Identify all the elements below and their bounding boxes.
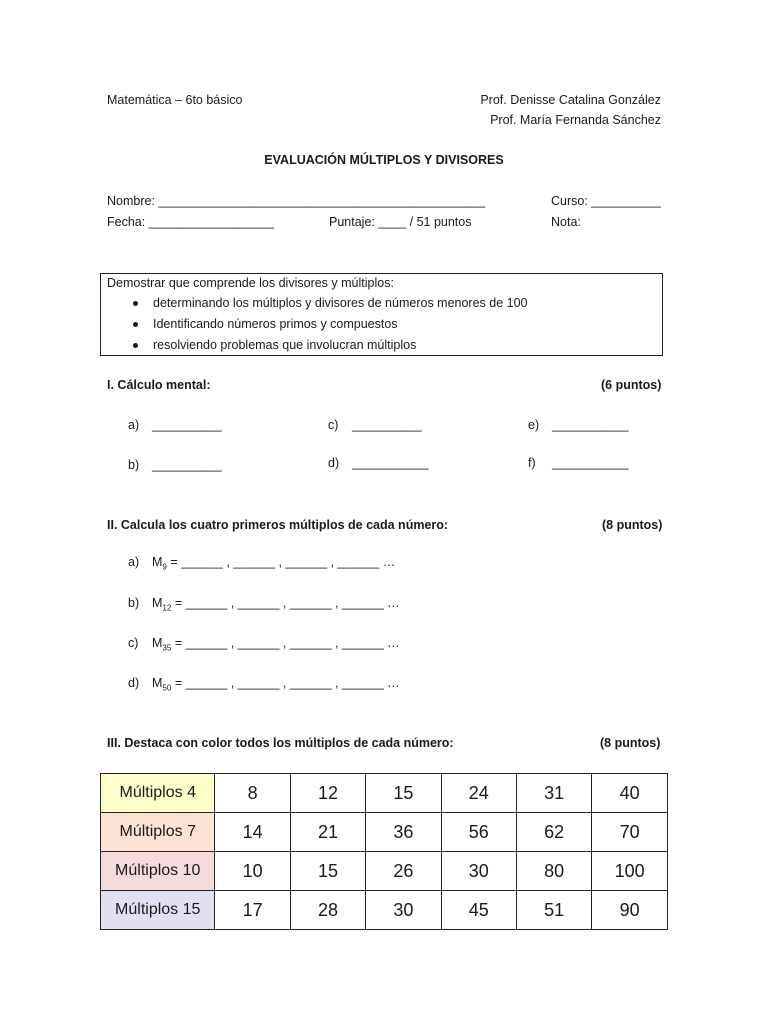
mental-item-c[interactable]: c) __________ — [328, 418, 422, 432]
table-cell[interactable]: 30 — [366, 891, 441, 930]
section1-title: I. Cálculo mental: — [107, 378, 211, 392]
objectives-intro: Demostrar que comprende los divisores y múltiplos: — [107, 276, 394, 290]
grade-field[interactable]: Nota: — [551, 215, 581, 229]
table-cell[interactable]: 24 — [441, 774, 516, 813]
multiples-row-d[interactable]: d) $M_{50}$ = ______ , ______ , ______ , ______ … — [128, 676, 400, 693]
objective-item: resolviendo problemas que involucran múltiplos — [153, 335, 528, 356]
table-cell[interactable]: 80 — [516, 852, 591, 891]
multiples-row-b[interactable]: b) $M_{12}$ = ______ , ______ , ______ , ______ … — [128, 596, 400, 613]
row-header: Múltiplos 10 — [101, 852, 215, 891]
table-cell[interactable]: 90 — [592, 891, 668, 930]
table-cell[interactable]: 15 — [366, 774, 441, 813]
section3-points: (8 puntos) — [600, 736, 661, 750]
teacher-name-1: Prof. Denisse Catalina González — [480, 93, 661, 107]
table-row — [101, 813, 668, 852]
table-cell[interactable]: 40 — [592, 774, 668, 813]
table-cell[interactable]: 21 — [290, 813, 365, 852]
table-cell[interactable]: 100 — [592, 852, 668, 891]
mental-item-e[interactable]: e) ___________ — [528, 418, 629, 432]
table-cell[interactable]: 28 — [290, 891, 365, 930]
mental-item-d[interactable]: d) ___________ — [328, 456, 429, 470]
table-row — [101, 852, 668, 891]
table-cell[interactable]: 12 — [290, 774, 365, 813]
section3-title: III. Destaca con color todos los múltiplos de cada número: — [107, 736, 454, 750]
document-title: EVALUACIÓN MÚLTIPLOS Y DIVISORES — [264, 153, 504, 167]
table-cell[interactable]: 56 — [441, 813, 516, 852]
mental-item-b[interactable]: b) __________ — [128, 458, 222, 472]
objectives-list — [101, 293, 528, 356]
table-cell[interactable]: 45 — [441, 891, 516, 930]
mental-item-a[interactable]: a) __________ — [128, 418, 222, 432]
table-cell[interactable]: 30 — [441, 852, 516, 891]
row-header: Múltiplos 4 — [101, 774, 215, 813]
objective-item: determinando los múltiplos y divisores de números menores de 100 — [153, 293, 528, 314]
course-field[interactable]: Curso: __________ — [551, 194, 661, 208]
table-cell[interactable]: 51 — [516, 891, 591, 930]
table-cell[interactable]: 8 — [215, 774, 290, 813]
row-header: Múltiplos 15 — [101, 891, 215, 930]
multiples-row-c[interactable]: c) $M_{35}$ = ______ , ______ , ______ , ______ … — [128, 636, 400, 653]
subject-label: Matemática – 6to básico — [107, 93, 243, 107]
mental-item-f[interactable]: f) ___________ — [528, 456, 629, 470]
table-cell[interactable]: 15 — [290, 852, 365, 891]
section1-points: (6 puntos) — [601, 378, 662, 392]
score-field[interactable]: Puntaje: ____ / 51 puntos — [329, 215, 472, 229]
table-cell[interactable]: 31 — [516, 774, 591, 813]
table-cell[interactable]: 36 — [366, 813, 441, 852]
table-cell[interactable]: 17 — [215, 891, 290, 930]
objectives-box — [100, 273, 663, 356]
table-row — [101, 891, 668, 930]
section2-points: (8 puntos) — [602, 518, 663, 532]
table-cell[interactable]: 62 — [516, 813, 591, 852]
table-cell[interactable]: 14 — [215, 813, 290, 852]
multiples-table — [100, 773, 668, 930]
table-cell[interactable]: 26 — [366, 852, 441, 891]
name-field[interactable]: Nombre: _______________________________________________ — [107, 194, 486, 208]
row-header: Múltiplos 7 — [101, 813, 215, 852]
table-cell[interactable]: 10 — [215, 852, 290, 891]
section2-title: II. Calcula los cuatro primeros múltiplos de cada número: — [107, 518, 449, 532]
teacher-name-2: Prof. María Fernanda Sánchez — [490, 113, 661, 127]
table-cell[interactable]: 70 — [592, 813, 668, 852]
multiples-row-a[interactable]: a) $M_9$ = ______ , ______ , ______ , ______ … — [128, 555, 396, 572]
objective-item: Identificando números primos y compuestos — [153, 314, 528, 335]
table-row — [101, 774, 668, 813]
date-field[interactable]: Fecha: __________________ — [107, 215, 274, 229]
